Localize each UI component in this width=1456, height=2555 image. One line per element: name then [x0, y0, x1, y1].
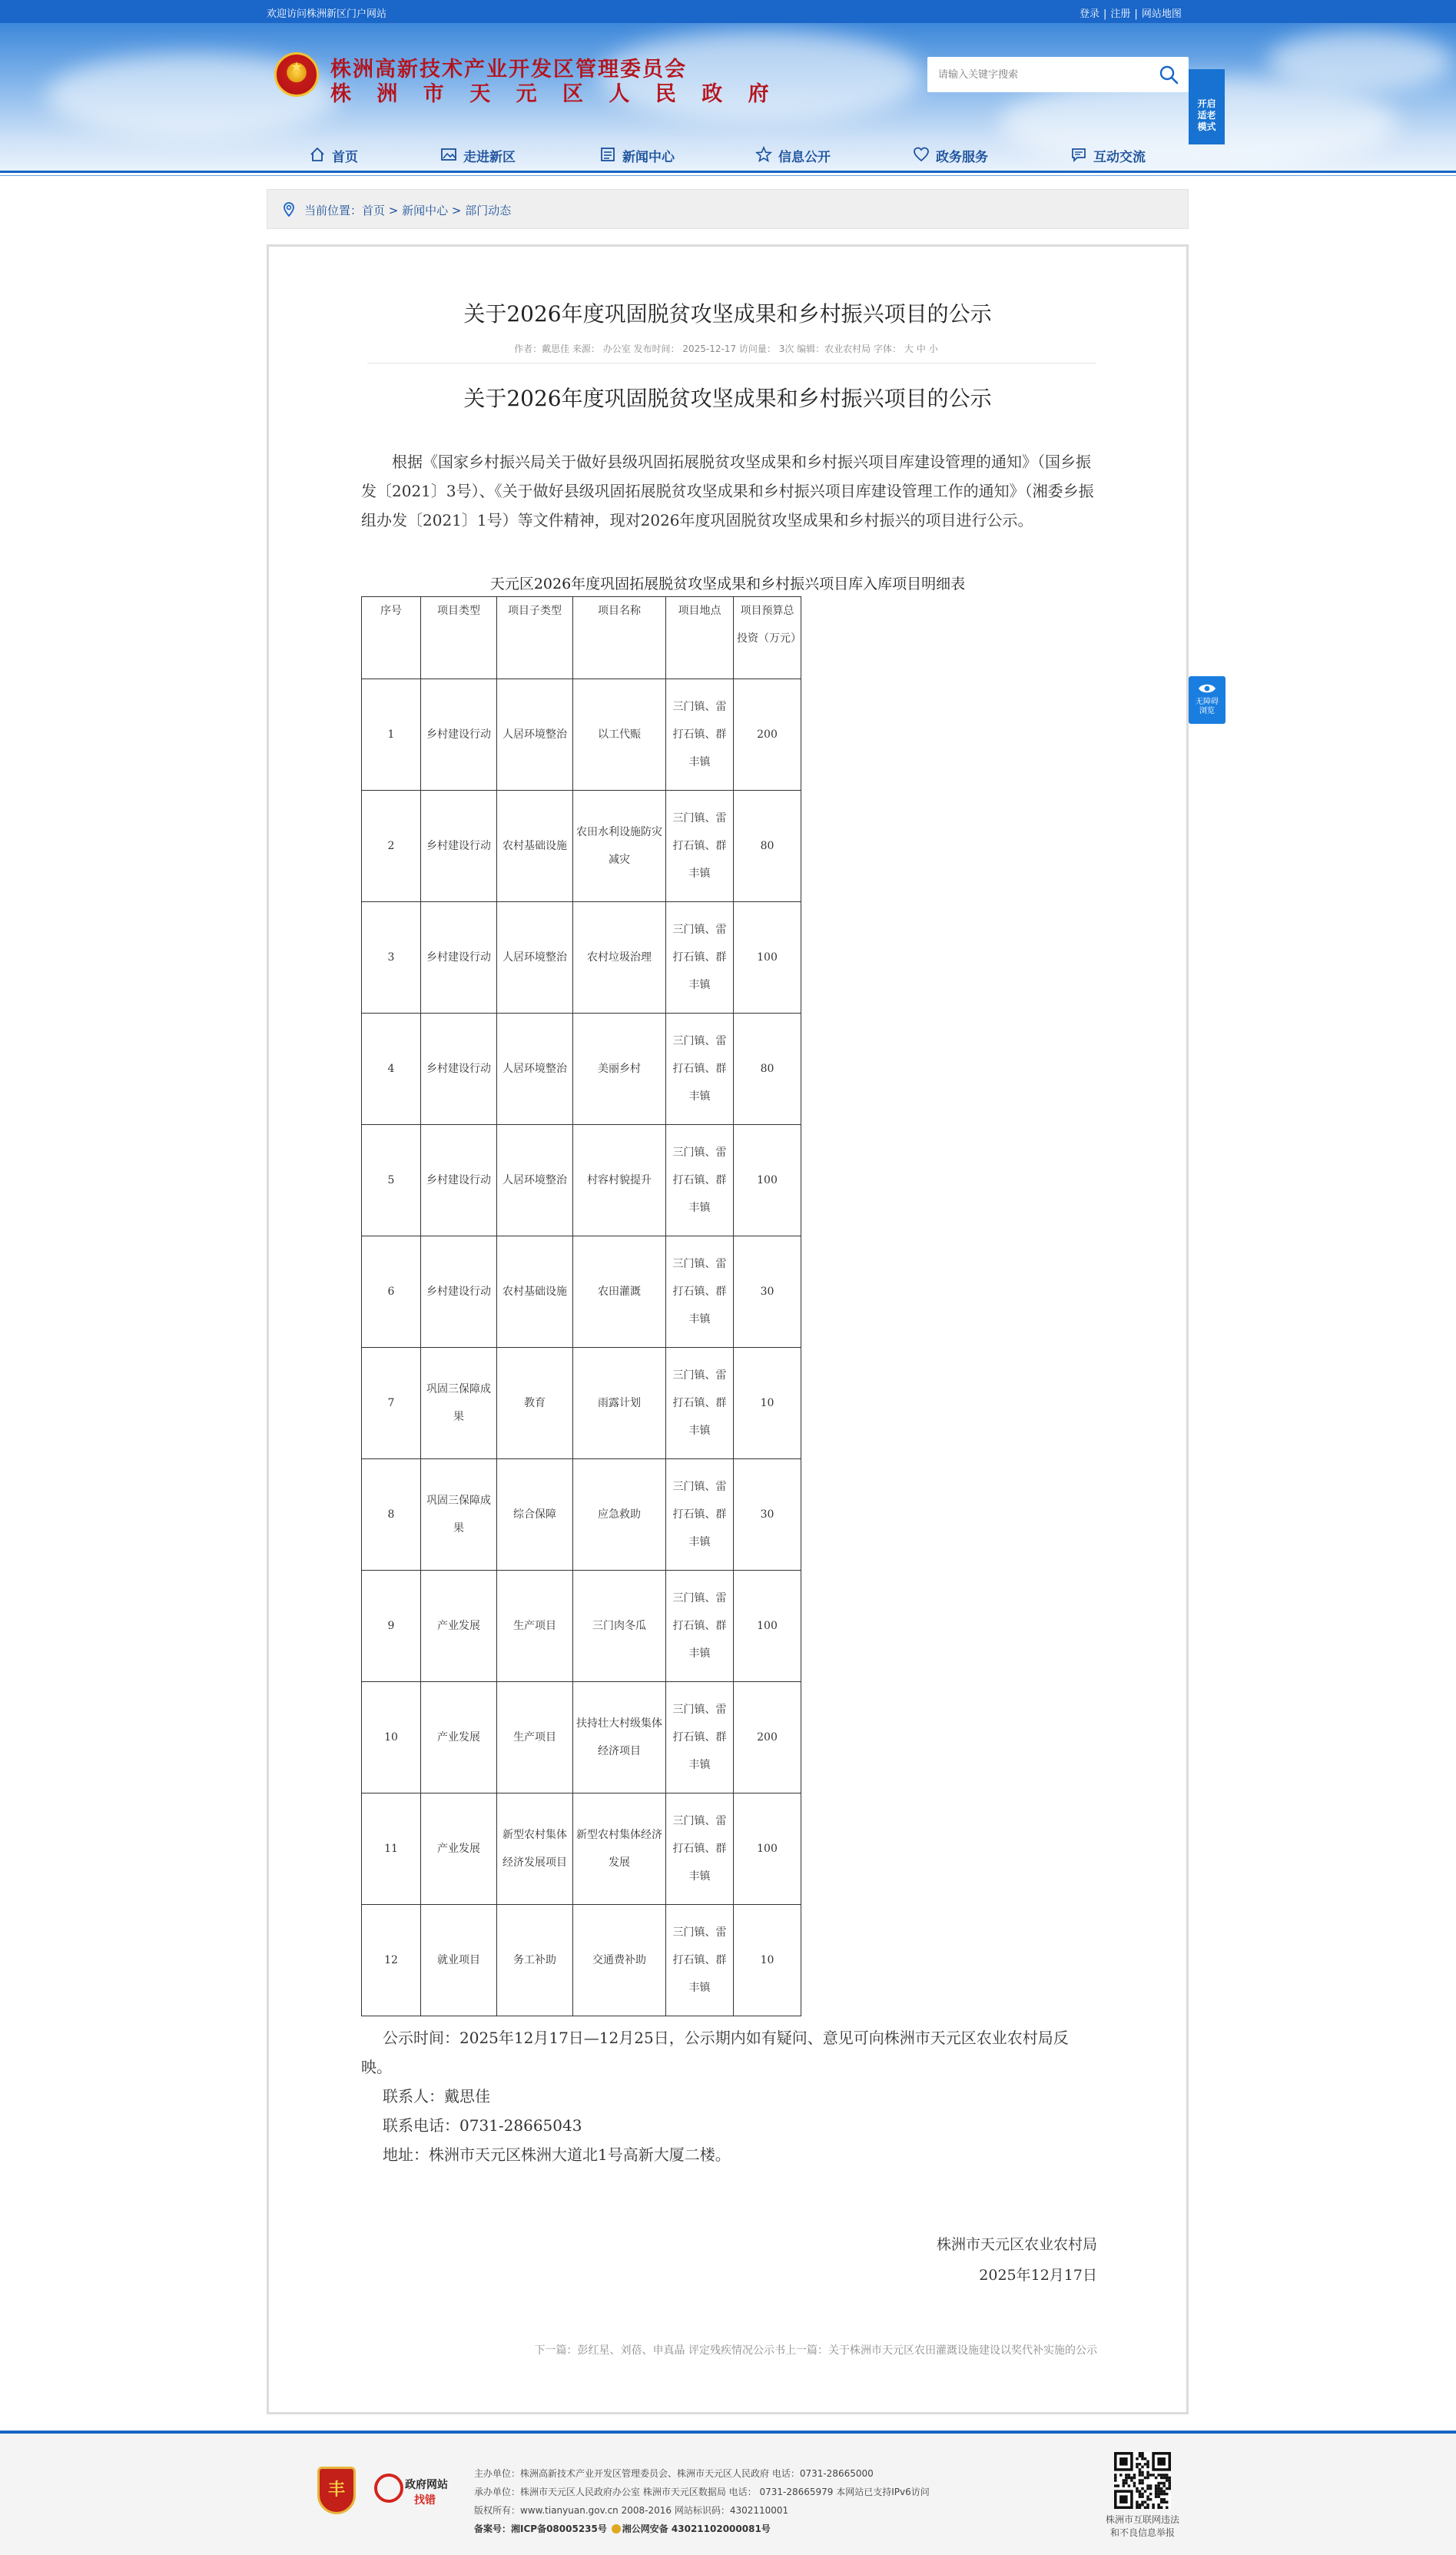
cell-budget: 30: [734, 1459, 801, 1571]
cell-budget: 10: [734, 1348, 801, 1459]
cell-name: 以工代赈: [573, 679, 666, 791]
elder-mode-button[interactable]: [1189, 69, 1225, 144]
header-divider: [0, 175, 1456, 176]
cell-location: 三门镇、雷打石镇、群丰镇: [666, 1348, 734, 1459]
error-report-icon: [374, 2474, 403, 2503]
prev-article-link[interactable]: 上一篇：关于株洲市天元区农田灌溉设施建设以奖代补实施的公示: [785, 2344, 1097, 2357]
qr-caption: [1091, 2514, 1194, 2540]
badge-text: 政府网站: [405, 2479, 448, 2491]
cell-name: 美丽乡村: [573, 1014, 666, 1125]
picture-icon: [440, 146, 457, 163]
table-row: [362, 902, 801, 1014]
cell-index: 12: [362, 1905, 421, 2016]
nav-label: 走进新区: [463, 150, 516, 165]
cell-location: 三门镇、雷打石镇、群丰镇: [666, 1459, 734, 1571]
cell-type: 乡村建设行动: [421, 902, 497, 1014]
cell-type: 产业发展: [421, 1793, 497, 1905]
cell-location: 三门镇、雷打石镇、群丰镇: [666, 1571, 734, 1682]
article-title: 关于2026年度巩固脱贫攻坚成果和乡村振兴项目的公示: [463, 301, 992, 327]
site-footer: [0, 2434, 1456, 2555]
table-row: [362, 1793, 801, 1905]
table-header-cell: 项目地点: [666, 597, 734, 679]
party-badge-icon[interactable]: 丰: [317, 2467, 356, 2514]
cell-budget: 80: [734, 791, 801, 902]
register-link[interactable]: 注册: [1110, 8, 1131, 20]
link-separator: |: [1134, 8, 1138, 20]
nav-label: 政务服务: [936, 150, 988, 165]
article-footer-text: [361, 2023, 1097, 2169]
cell-name: 雨露计划: [573, 1348, 666, 1459]
home-icon: [309, 146, 326, 163]
cell-index: 6: [362, 1236, 421, 1348]
accessibility-button[interactable]: [1189, 676, 1225, 724]
welcome-text: 欢迎访问株洲新区门户网站: [267, 8, 387, 20]
main-nav: [0, 137, 1456, 173]
accessibility-label: 浏览: [1199, 707, 1215, 715]
signature-org: 株洲市天元区农业农村局: [936, 2236, 1097, 2253]
eye-icon: [1198, 682, 1216, 695]
cell-location: 三门镇、雷打石镇、群丰镇: [666, 1236, 734, 1348]
cell-name: 农村垃圾治理: [573, 902, 666, 1014]
table-caption: 天元区2026年度巩固拓展脱贫攻坚成果和乡村振兴项目库入库项目明细表: [489, 576, 966, 592]
cell-budget: 200: [734, 679, 801, 791]
site-title-line2[interactable]: 株 洲 市 天 元 区 人 民 政 府: [330, 82, 778, 106]
cloud-decoration: [1268, 31, 1452, 92]
cell-index: 8: [362, 1459, 421, 1571]
cell-type: 巩固三保障成果: [421, 1348, 497, 1459]
chat-icon: [1070, 146, 1087, 163]
article-subtitle: 关于2026年度巩固脱贫攻坚成果和乡村振兴项目的公示: [463, 386, 992, 411]
header-divider: [0, 171, 1456, 173]
qr-caption-line: 株洲市互联网违法: [1105, 2514, 1179, 2525]
cell-name: 新型农村集体经济发展: [573, 1793, 666, 1905]
cell-type: 产业发展: [421, 1682, 497, 1793]
nav-label: 新闻中心: [622, 150, 675, 165]
table-header-cell: 序号: [362, 597, 421, 679]
cell-index: 3: [362, 902, 421, 1014]
top-links: [1080, 5, 1182, 20]
table-header-cell: 项目子类型: [497, 597, 573, 679]
cell-subtype: 务工补助: [497, 1905, 573, 2016]
search-box: [927, 57, 1189, 92]
cell-name: 扶持壮大村级集体经济项目: [573, 1682, 666, 1793]
link-separator: |: [1103, 8, 1107, 20]
breadcrumb-prefix: 当前位置：: [304, 204, 363, 217]
nav-label: 首页: [332, 150, 358, 165]
national-emblem-icon: ★: [274, 52, 319, 97]
cell-location: 三门镇、雷打石镇、群丰镇: [666, 679, 734, 791]
address-text: 地址：株洲市天元区株洲大道北1号高新大厦二楼。: [383, 2145, 731, 2164]
table-row: [362, 1348, 801, 1459]
phone-text: 联系电话：0731-28665043: [383, 2116, 582, 2135]
cell-location: 三门镇、雷打石镇、群丰镇: [666, 1905, 734, 2016]
cell-type: 巩固三保障成果: [421, 1459, 497, 1571]
table-row: [362, 1236, 801, 1348]
cell-location: 三门镇、雷打石镇、群丰镇: [666, 791, 734, 902]
footer-record: [474, 2520, 930, 2538]
cell-subtype: 人居环境整治: [497, 902, 573, 1014]
breadcrumb-separator: >: [448, 204, 466, 217]
breadcrumb-separator: >: [385, 204, 403, 217]
accessibility-label: 无障碍: [1196, 698, 1219, 706]
search-icon[interactable]: [1159, 65, 1179, 85]
cell-index: 10: [362, 1682, 421, 1793]
qr-code-icon: [1114, 2452, 1171, 2509]
signature-block: [269, 2229, 1097, 2291]
cell-location: 三门镇、雷打石镇、群丰镇: [666, 1125, 734, 1236]
top-bar: [0, 0, 1456, 23]
elder-mode-label: 模式: [1197, 121, 1216, 132]
cell-name: 农田水利设施防灾减灾: [573, 791, 666, 902]
table-header-cell: 项目名称: [573, 597, 666, 679]
table-header-row: [362, 597, 801, 679]
icp-link[interactable]: 湘ICP备08005235号: [511, 2523, 607, 2534]
article-paragraph: 根据《国家乡村振兴局关于做好县级巩固拓展脱贫攻坚成果和乡村振兴项目库建设管理的通知》（国乡振发〔2021〕3号）、《关于做好县级巩固拓展脱贫攻坚成果和乡村振兴项目库建设管理工作的通知》（湘委乡振组办发〔2021〕1号）等文件精神，现对2026年度巩固脱贫攻坚成果和乡村振兴的项目进行公示。: [361, 453, 1094, 529]
cell-name: 村容村貌提升: [573, 1125, 666, 1236]
breadcrumb-dept[interactable]: 部门动态: [465, 204, 512, 217]
cell-type: 乡村建设行动: [421, 1236, 497, 1348]
cell-index: 2: [362, 791, 421, 902]
table-row: [362, 1459, 801, 1571]
prev-next-links: [269, 2342, 1097, 2358]
heart-icon: [913, 146, 930, 163]
breadcrumb-news[interactable]: 新闻中心: [402, 204, 449, 217]
footer-info: [474, 2464, 930, 2538]
cell-budget: 100: [734, 1125, 801, 1236]
cell-type: 乡村建设行动: [421, 1014, 497, 1125]
font-size-small[interactable]: 小: [928, 343, 938, 354]
cell-name: 农田灌溉: [573, 1236, 666, 1348]
cell-index: 5: [362, 1125, 421, 1236]
cell-budget: 100: [734, 1571, 801, 1682]
cell-type: 乡村建设行动: [421, 1125, 497, 1236]
cell-subtype: 人居环境整治: [497, 679, 573, 791]
table-row: [362, 1014, 801, 1125]
cell-type: 产业发展: [421, 1571, 497, 1682]
cell-location: 三门镇、雷打石镇、群丰镇: [666, 1793, 734, 1905]
cell-index: 4: [362, 1014, 421, 1125]
breadcrumb-home[interactable]: 首页: [362, 204, 386, 217]
site-title-line1[interactable]: 株洲高新技术产业开发区管理委员会: [330, 58, 687, 81]
cell-budget: 100: [734, 902, 801, 1014]
star-icon: [755, 146, 772, 163]
cell-subtype: 教育: [497, 1348, 573, 1459]
cell-budget: 30: [734, 1236, 801, 1348]
footer-copyright: 版权所有：www.tianyuan.gov.cn 2008-2016 网站标识码：4302110001: [474, 2505, 789, 2516]
sitemap-link[interactable]: 网站地图: [1141, 8, 1182, 20]
table-row: [362, 1682, 801, 1793]
cell-subtype: 农村基础设施: [497, 1236, 573, 1348]
font-size-large[interactable]: 大: [904, 343, 914, 354]
nav-label: 信息公开: [778, 150, 831, 165]
cell-subtype: 人居环境整治: [497, 1014, 573, 1125]
cell-budget: 100: [734, 1793, 801, 1905]
cell-subtype: 农村基础设施: [497, 791, 573, 902]
badge-text: 找错: [414, 2494, 436, 2507]
cell-type: 乡村建设行动: [421, 791, 497, 902]
table-row: [362, 1571, 801, 1682]
meta-text: 作者：戴思佳 来源： 办公室 发布时间： 2025-12-17 访问量： 3次 编辑：农业农村局 字体：: [514, 343, 902, 354]
table-row: [362, 1125, 801, 1236]
login-link[interactable]: 登录: [1080, 8, 1100, 20]
cell-type: 乡村建设行动: [421, 679, 497, 791]
cell-name: 应急救助: [573, 1459, 666, 1571]
signature-date: 2025年12月17日: [979, 2267, 1097, 2284]
search-input[interactable]: [938, 65, 1146, 84]
cell-budget: 10: [734, 1905, 801, 2016]
news-icon: [599, 146, 616, 163]
font-size-medium[interactable]: 中: [916, 343, 926, 354]
cell-index: 1: [362, 679, 421, 791]
cell-subtype: 生产项目: [497, 1682, 573, 1793]
article-meta: [269, 342, 1186, 355]
police-badge-icon: [612, 2524, 621, 2533]
record-label: 备案号：: [474, 2523, 512, 2534]
cell-name: 交通费补助: [573, 1905, 666, 2016]
cell-name: 三门肉冬瓜: [573, 1571, 666, 1682]
article-panel: [267, 244, 1189, 2414]
location-pin-icon: [281, 201, 297, 217]
contact-text: 联系人：戴思佳: [383, 2087, 490, 2105]
project-table: [361, 596, 801, 2016]
cell-subtype: 生产项目: [497, 1571, 573, 1682]
cell-subtype: 人居环境整治: [497, 1125, 573, 1236]
table-row: [362, 1905, 801, 2016]
footer-sponsor: 主办单位：株洲高新技术产业开发区管理委员会、株洲市天元区人民政府 电话：0731-28665000: [474, 2468, 874, 2479]
table-header-cell: 项目预算总投资（万元）: [734, 597, 801, 679]
qr-caption-line: 和不良信息举报: [1109, 2527, 1175, 2538]
table-row: [362, 791, 801, 902]
cell-location: 三门镇、雷打石镇、群丰镇: [666, 1682, 734, 1793]
cell-subtype: 综合保障: [497, 1459, 573, 1571]
elder-mode-label: 开启: [1197, 98, 1216, 109]
elder-mode-label: 适老: [1197, 110, 1216, 121]
cell-type: 就业项目: [421, 1905, 497, 2016]
cell-location: 三门镇、雷打石镇、群丰镇: [666, 1014, 734, 1125]
gov-site-error-badge[interactable]: [374, 2472, 466, 2510]
nav-label: 互动交流: [1093, 150, 1146, 165]
footer-organizer: 承办单位：株洲市天元区人民政府办公室 株洲市天元区数据局 电话： 0731-28665979 本网站已支持IPv6访问: [474, 2487, 930, 2497]
breadcrumb: [267, 189, 1189, 229]
cell-budget: 80: [734, 1014, 801, 1125]
cell-index: 11: [362, 1793, 421, 1905]
table-header-cell: 项目类型: [421, 597, 497, 679]
cell-subtype: 新型农村集体经济发展项目: [497, 1793, 573, 1905]
notice-text: 公示时间：2025年12月17日—12月25日，公示期内如有疑问、意见可向株洲市天元区农业农村局反映。: [361, 2029, 1069, 2076]
cell-index: 7: [362, 1348, 421, 1459]
next-article-link[interactable]: 下一篇：彭红星、刘蓓、申真晶 评定残疾情况公示书: [534, 2344, 785, 2357]
police-record-link[interactable]: 湘公网安备 43021102000081号: [622, 2523, 771, 2534]
cell-budget: 200: [734, 1682, 801, 1793]
cell-location: 三门镇、雷打石镇、群丰镇: [666, 902, 734, 1014]
cell-index: 9: [362, 1571, 421, 1682]
table-row: [362, 679, 801, 791]
